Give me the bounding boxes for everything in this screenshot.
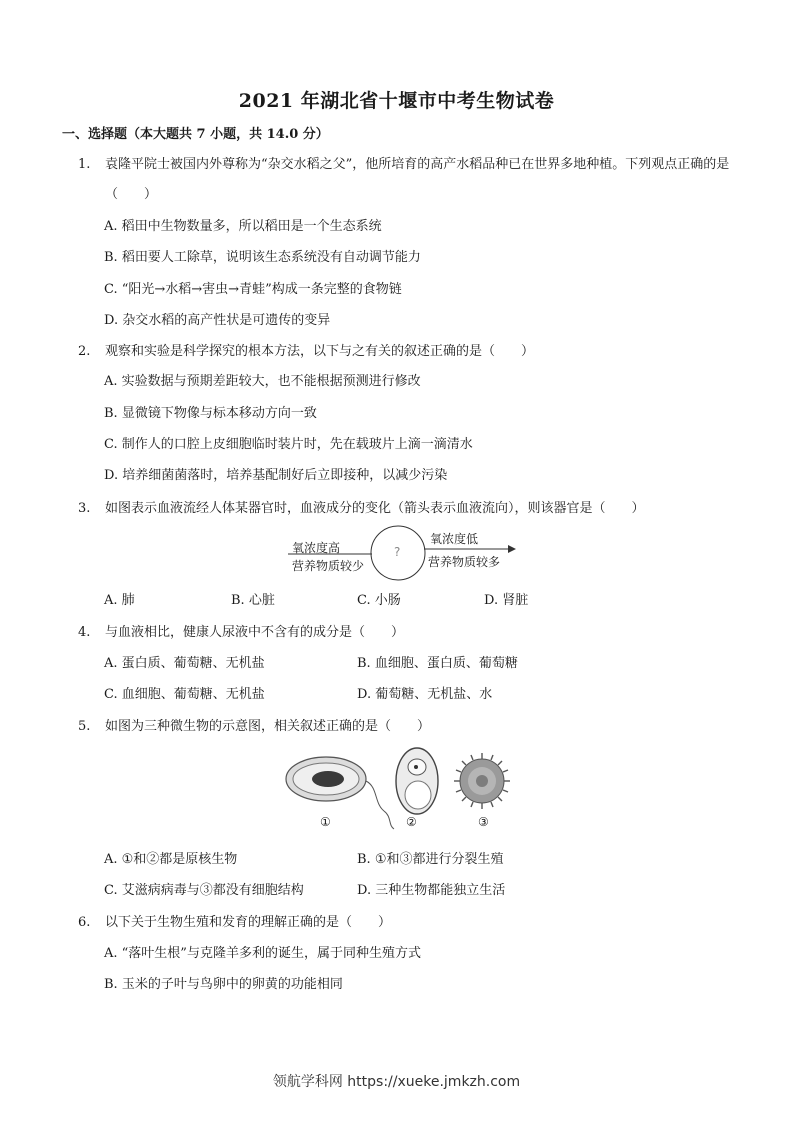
option-a: A. 实验数据与预期差距较大，也不能根据预测进行修改 [104, 374, 421, 389]
microbe-label-3: ③ [478, 815, 489, 829]
question-stem: 与血液相比，健康人尿液中不含有的成分是（ ） [105, 625, 405, 640]
bacterium-icon [286, 757, 394, 829]
option-a: A. 肺 [104, 593, 135, 608]
inflow-nutrient-label: 营养物质较少 [292, 559, 365, 573]
option-d: D. 三种生物都能独立生活 [357, 883, 506, 898]
option-b: B. 稻田要人工除草，说明该生态系统没有自动调节能力 [104, 250, 421, 265]
blood-flow-diagram [288, 524, 518, 584]
arrow-head-icon [508, 545, 516, 553]
question-stem: 如图为三种微生物的示意图，相关叙述正确的是（ ） [105, 719, 431, 734]
option-c: C. “阳光→水稻→害虫→青蛙”构成一条完整的食物链 [104, 282, 402, 297]
section-heading: 一、选择题（本大题共 7 小题，共 14.0 分） [62, 127, 329, 142]
question-2 [78, 337, 738, 367]
virus-icon [454, 753, 510, 809]
question-4 [78, 618, 738, 648]
option-b: B. ①和③都进行分裂生殖 [357, 852, 504, 867]
option-b: B. 玉米的子叶与鸟卵中的卵黄的功能相同 [104, 977, 343, 992]
option-c: C. 艾滋病病毒与③都没有细胞结构 [104, 883, 304, 898]
question-stem: 如图表示血液流经人体某器官时，血液成分的变化（箭头表示血液流向），则该器官是（ ） [105, 501, 645, 516]
inflow-oxygen-label: 氧浓度高 [292, 541, 341, 555]
question-number: 3. [78, 501, 91, 516]
option-d: D. 杂交水稻的高产性状是可遗传的变异 [104, 313, 331, 328]
yeast-cell-icon [396, 748, 438, 814]
question-number: 2. [78, 344, 91, 359]
option-a: A. 蛋白质、葡萄糖、无机盐 [104, 656, 265, 671]
outflow-nutrient-label: 营养物质较多 [428, 555, 501, 569]
option-a: A. 稻田中生物数量多，所以稻田是一个生态系统 [104, 219, 382, 234]
question-stem: 袁隆平院士被国内外尊称为“杂交水稻之父”，他所培育的高产水稻品种已在世界多地种植。下列观点正确的是（ ） [105, 157, 730, 202]
option-c: C. 制作人的口腔上皮细胞临时装片时，先在载玻片上滴一滴清水 [104, 437, 473, 452]
question-number: 5. [78, 719, 91, 734]
option-b: B. 血细胞、蛋白质、葡萄糖 [357, 656, 518, 671]
question-number: 1. [78, 157, 91, 172]
option-c: C. 小肠 [357, 593, 401, 608]
option-d: D. 培养细菌菌落时，培养基配制好后立即接种，以减少污染 [104, 468, 448, 483]
question-stem: 以下关于生物生殖和发育的理解正确的是（ ） [105, 915, 392, 930]
page-title: 2021 年湖北省十堰市中考生物试卷 [238, 90, 555, 112]
option-d: D. 肾脏 [484, 593, 529, 608]
microbe-label-1: ① [320, 815, 331, 829]
question-number: 6. [78, 915, 91, 930]
question-1 [78, 150, 738, 210]
option-d: D. 葡萄糖、无机盐、水 [357, 687, 493, 702]
microbes-figure [282, 745, 514, 833]
microbe-label-2: ② [406, 815, 417, 829]
page-footer: 领航学科网 https://xueke.jmkzh.com [272, 1074, 521, 1090]
option-c: C. 血细胞、葡萄糖、无机盐 [104, 687, 265, 702]
question-5 [78, 712, 738, 742]
question-stem: 观察和实验是科学探究的根本方法，以下与之有关的叙述正确的是（ ） [105, 344, 535, 359]
option-a: A. ①和②都是原核生物 [104, 852, 238, 867]
organ-unknown-label: ? [394, 545, 401, 559]
option-b: B. 心脏 [231, 593, 275, 608]
question-3 [78, 494, 738, 524]
question-number: 4. [78, 625, 91, 640]
question-6 [78, 908, 738, 938]
outflow-oxygen-label: 氧浓度低 [430, 532, 479, 546]
option-b: B. 显微镜下物像与标本移动方向一致 [104, 406, 317, 421]
option-a: A. “落叶生根”与克隆羊多利的诞生，属于同种生殖方式 [104, 946, 421, 961]
